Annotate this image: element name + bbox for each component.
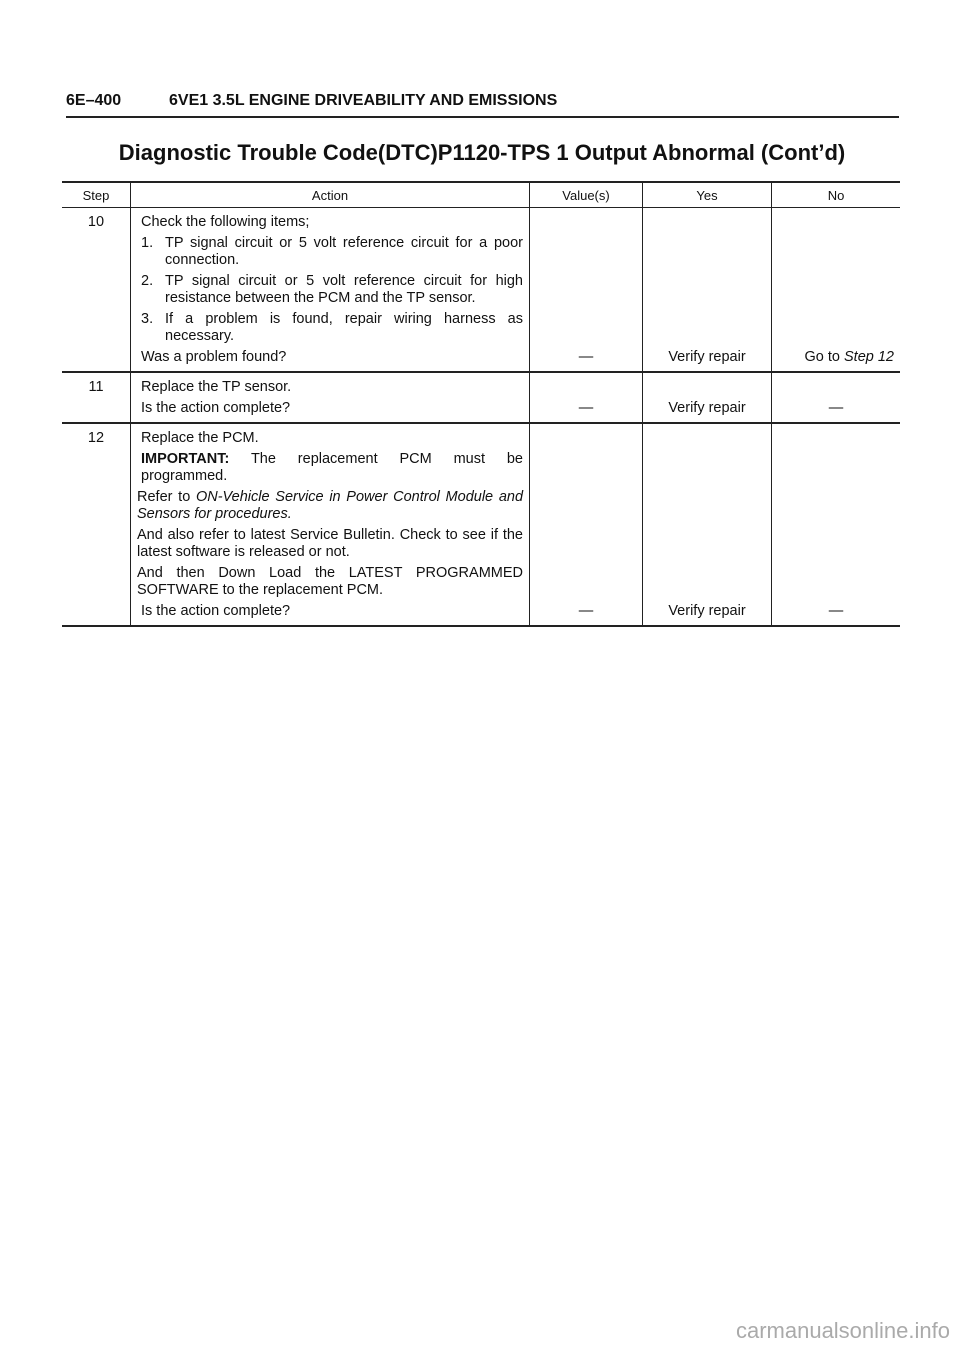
step-link[interactable]: Step 12 [844,349,894,365]
table-row-step-10 [62,208,900,373]
col-step-header: Step [62,182,131,208]
action-intro: Replace the TP sensor. [141,379,292,395]
table-header-row [62,182,900,208]
list-number: 3. [141,311,154,327]
table-row-step-12 [62,423,900,626]
no-cell: — [772,372,901,423]
no-cell: — [772,423,901,626]
list-text: TP signal circuit or 5 volt reference circuit for high resistance between the PCM and the TP sensor. [165,273,523,306]
list-item [141,311,523,345]
action-question: Is the action complete? [141,603,291,619]
action-intro: Replace the PCM. [141,430,259,446]
no-cell [772,208,901,373]
important-note [141,451,523,485]
refer-link[interactable]: ON-Vehicle Service in Power Control Module and Sensors for procedures. [137,489,524,522]
col-yes-header: Yes [643,182,772,208]
action-cell [131,372,530,423]
page-title: Diagnostic Trouble Code(DTC)P1120-TPS 1 Output Abnormal (Cont’d) [118,140,846,165]
action-cell [131,423,530,626]
col-values-header: Value(s) [530,182,643,208]
list-item [141,235,523,269]
watermark: carmanualsonline.info [735,1318,950,1343]
no-prefix: Go to [804,349,844,365]
list-item [141,273,523,307]
value-cell: — [530,372,643,423]
value-cell: — [530,423,643,626]
action-question: Is the action complete? [141,400,291,416]
yes-cell: Verify repair [643,208,772,373]
col-action-header: Action [131,182,530,208]
refer-note [137,489,523,523]
check-list [137,235,523,345]
download-note: And then Down Load the LATEST PROGRAMMED SOFTWARE to the replacement PCM. [137,565,523,598]
list-number: 2. [141,273,154,289]
important-text: The replacement PCM must be programmed. [141,451,523,484]
list-text: If a problem is found, repair wiring harness as necessary. [165,311,523,344]
step-number: 12 [62,423,131,626]
action-cell [131,208,530,373]
step-number: 11 [62,372,131,423]
diagnostic-table [62,181,900,627]
col-no-header: No [772,182,901,208]
refer-prefix: Refer to [137,489,196,505]
yes-cell: Verify repair [643,372,772,423]
important-label: IMPORTANT: [141,451,230,467]
step-number: 10 [62,208,131,373]
list-number: 1. [141,235,154,251]
section-title: 6VE1 3.5L ENGINE DRIVEABILITY AND EMISSIONS [169,92,558,109]
yes-cell: Verify repair [643,423,772,626]
page-code: 6E–400 [66,92,122,109]
table-row-step-11 [62,372,900,423]
action-question: Was a problem found? [141,349,287,365]
list-text: TP signal circuit or 5 volt reference circuit for a poor connection. [165,235,523,268]
action-intro: Check the following items; [141,214,310,230]
bulletin-note: And also refer to latest Service Bulletin. Check to see if the latest software is released or not. [137,527,523,560]
value-cell: — [530,208,643,373]
page-header [66,90,899,118]
